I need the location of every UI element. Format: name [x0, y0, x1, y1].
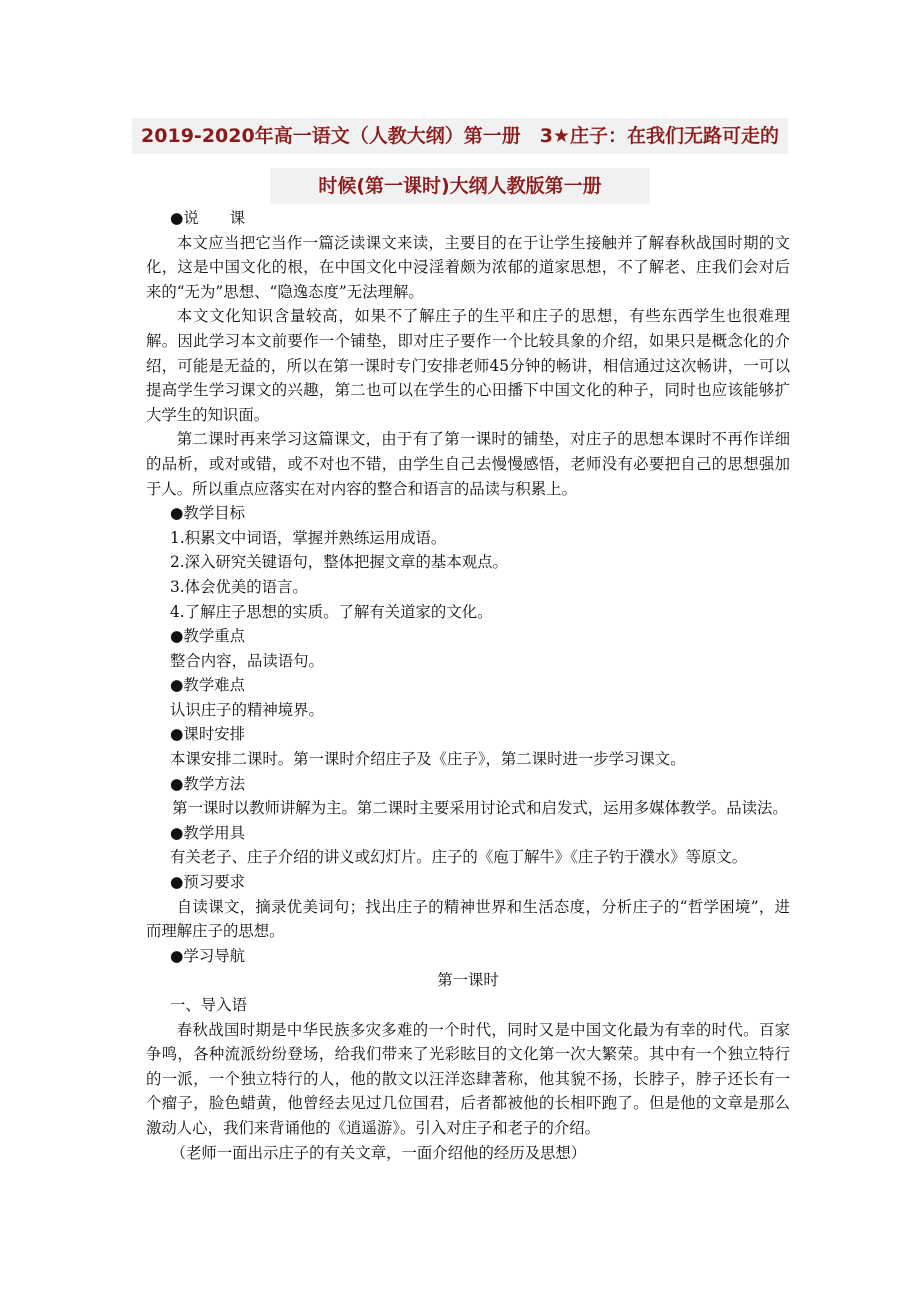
paragraph: 本文文化知识含量较高，如果不了解庄子的生平和庄子的思想，有些东西学生也很难理解。因此学习本文前要作一个铺垫，即对庄子要作一个比较具象的介绍，如果只是概念化的介绍，可能是无益的，所以在第一课时专门安排老师45分钟的畅讲，相信通过这次畅讲，一可以提高学生学习课文的兴趣，第二也可以在学生的心田播下中国文化的种子，同时也应该能够扩大学生的知识面。: [146, 307, 790, 424]
note: （老师一面出示庄子的有关文章，一面介绍他的经历及思想）: [170, 1143, 587, 1162]
document-body: [146, 206, 790, 1165]
section-text: 第一课时以教师讲解为主。第二课时主要采用讨论式和启发式，运用多媒体教学。品读法。: [172, 799, 788, 818]
section-heading-yuxi: ●预习要求: [170, 873, 245, 892]
list-item: 1.积累文中词语，掌握并熟练运用成语。: [170, 528, 447, 547]
section-text: 认识庄子的精神境界。: [170, 700, 324, 719]
lesson-title: 第一课时: [437, 971, 499, 990]
section-heading-mubiao: ●教学目标: [170, 504, 245, 523]
section-heading-nandian: ●教学难点: [170, 676, 245, 695]
sub-heading: 一、导入语: [170, 996, 247, 1014]
section-text: 有关老子、庄子介绍的讲义或幻灯片。庄子的《庖丁解牛》《庄子钓于濮水》等原文。: [170, 848, 748, 867]
paragraph: 春秋战国时期是中华民族多灾多难的一个时代，同时又是中国文化最为有幸的时代。百家争鸣，各种流派纷纷登场，给我们带来了光彩眩目的文化第一次大繁荣。其中有一个独立特行的一派，一个独立特行的人，他的散文以汪洋恣肆著称，他其貌不扬，长脖子，脖子还长有一个瘤子，脸色蜡黄，他曾经去见过几位国君，后者都被他的长相吓跑了。但是他的文章是那么激动人心，我们来背诵他的《逍遥游》。引入对庄子和老子的介绍。: [146, 1020, 790, 1137]
paragraph: 本文应当把它当作一篇泛读课文来读，主要目的在于让学生接触并了解春秋战国时期的文化，这是中国文化的根，在中国文化中浸淫着颇为浓郁的道家思想，不了解老、庄我们会对后来的“无为”思想、“隐逸态度”无法理解。: [146, 233, 790, 301]
section-heading-yongju: ●教学用具: [170, 823, 245, 842]
list-item: 4.了解庄子思想的实质。了解有关道家的文化。: [170, 602, 493, 621]
document-title-line-2: 时候(第一课时)大纲人教版第一册: [270, 168, 650, 204]
section-heading-fangfa: ●教学方法: [170, 774, 245, 793]
list-item: 2.深入研究关键语句，整体把握文章的基本观点。: [170, 553, 508, 572]
document-title-line-1: 2019-2020年高一语文（人教大纲）第一册 3★庄子：在我们无路可走的: [132, 118, 788, 154]
section-heading-zhongdian: ●教学重点: [170, 627, 245, 646]
list-item: 3.体会优美的语言。: [170, 577, 308, 596]
section-heading-shuoke: ●说 课: [170, 209, 245, 227]
section-heading-keshi: ●课时安排: [170, 725, 245, 744]
section-text: 本课安排二课时。第一课时介绍庄子及《庄子》，第二课时进一步学习课文。: [170, 750, 686, 769]
section-text: 自读课文，摘录优美词句；找出庄子的精神世界和生活态度，分析庄子的“哲学困境”，进而理解庄子的思想。: [146, 897, 790, 941]
section-text: 整合内容，品读语句。: [170, 651, 324, 670]
section-heading-daohang: ●学习导航: [170, 946, 245, 965]
paragraph: 第二课时再来学习这篇课文，由于有了第一课时的铺垫，对庄子的思想本课时不再作详细的品析，或对或错，或不对也不错，由学生自己去慢慢感悟，老师没有必要把自己的思想强加于人。所以重点应落实在对内容的整合和语言的品读与积累上。: [146, 430, 790, 498]
